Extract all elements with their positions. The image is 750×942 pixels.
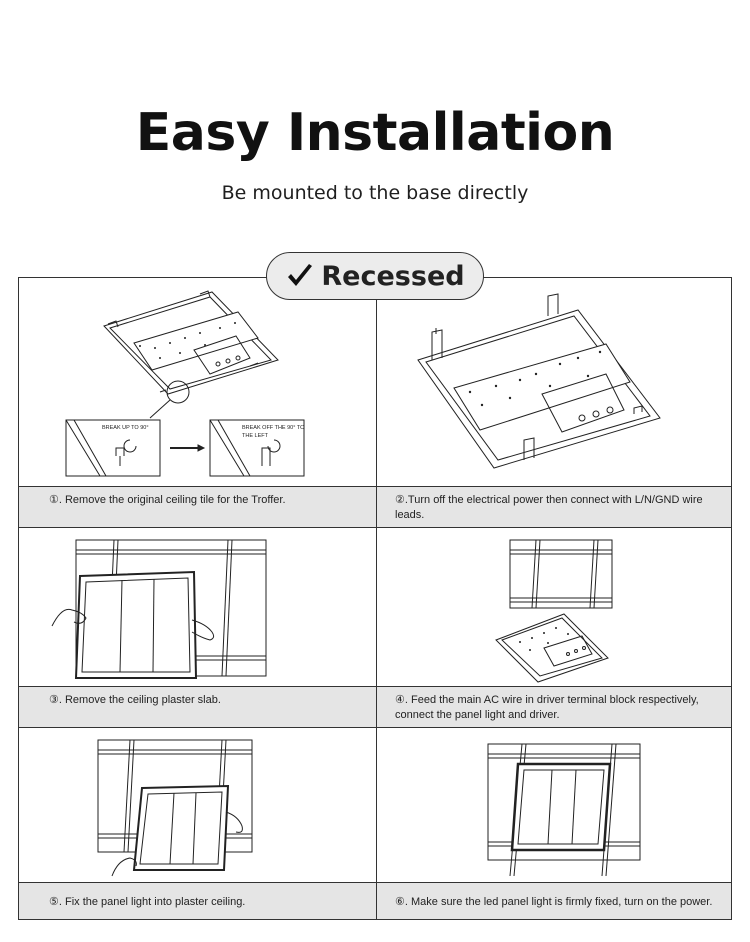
- step-text: Remove the ceiling plaster slab.: [64, 694, 221, 706]
- step-1-illustration: [60, 288, 320, 484]
- step-6-caption: [377, 883, 731, 919]
- inset-label-left: BREAK UP TO 90°: [102, 425, 149, 431]
- step-6-illustration: [486, 742, 642, 878]
- step-text: Turn off the electrical power then connect with L/N/GND wire leads.: [395, 494, 703, 521]
- checkmark-icon: [285, 261, 315, 291]
- grid-divider: [18, 527, 732, 528]
- step-4-caption: [377, 687, 731, 727]
- step-marker: ⑤.: [49, 896, 62, 908]
- step-4-illustration: [490, 538, 630, 684]
- grid-divider: [18, 727, 732, 728]
- step-text: Feed the main AC wire in driver terminal block respectively, connect the panel light and driver.: [395, 694, 699, 721]
- page-subtitle: Be mounted to the base directly: [221, 182, 529, 204]
- step-3-caption: [19, 687, 376, 727]
- step-marker: ③.: [49, 694, 62, 706]
- step-1-caption: [19, 487, 376, 527]
- step-marker: ⑥.: [395, 896, 408, 908]
- step-marker: ④.: [395, 694, 408, 706]
- step-3-illustration: [50, 538, 270, 682]
- step-2-illustration: [410, 290, 670, 480]
- page-title: Easy Installation: [135, 103, 615, 163]
- step-marker: ①.: [49, 494, 62, 506]
- inset-label-right-2: THE LEFT: [242, 433, 268, 439]
- inset-label-right: BREAK OFF THE 90° TO: [242, 425, 305, 431]
- step-text: Fix the panel light into plaster ceiling.: [64, 896, 246, 908]
- badge-label: Recessed: [321, 260, 465, 292]
- step-5-illustration: [96, 736, 256, 880]
- step-text: Make sure the led panel light is firmly fixed, turn on the power.: [410, 896, 713, 908]
- step-5-caption: [19, 883, 376, 919]
- step-text: Remove the original ceiling tile for the Troffer.: [64, 494, 286, 506]
- step-2-caption: [377, 487, 731, 527]
- step-marker: ②.: [395, 494, 408, 506]
- grid-divider-vertical: [376, 277, 377, 920]
